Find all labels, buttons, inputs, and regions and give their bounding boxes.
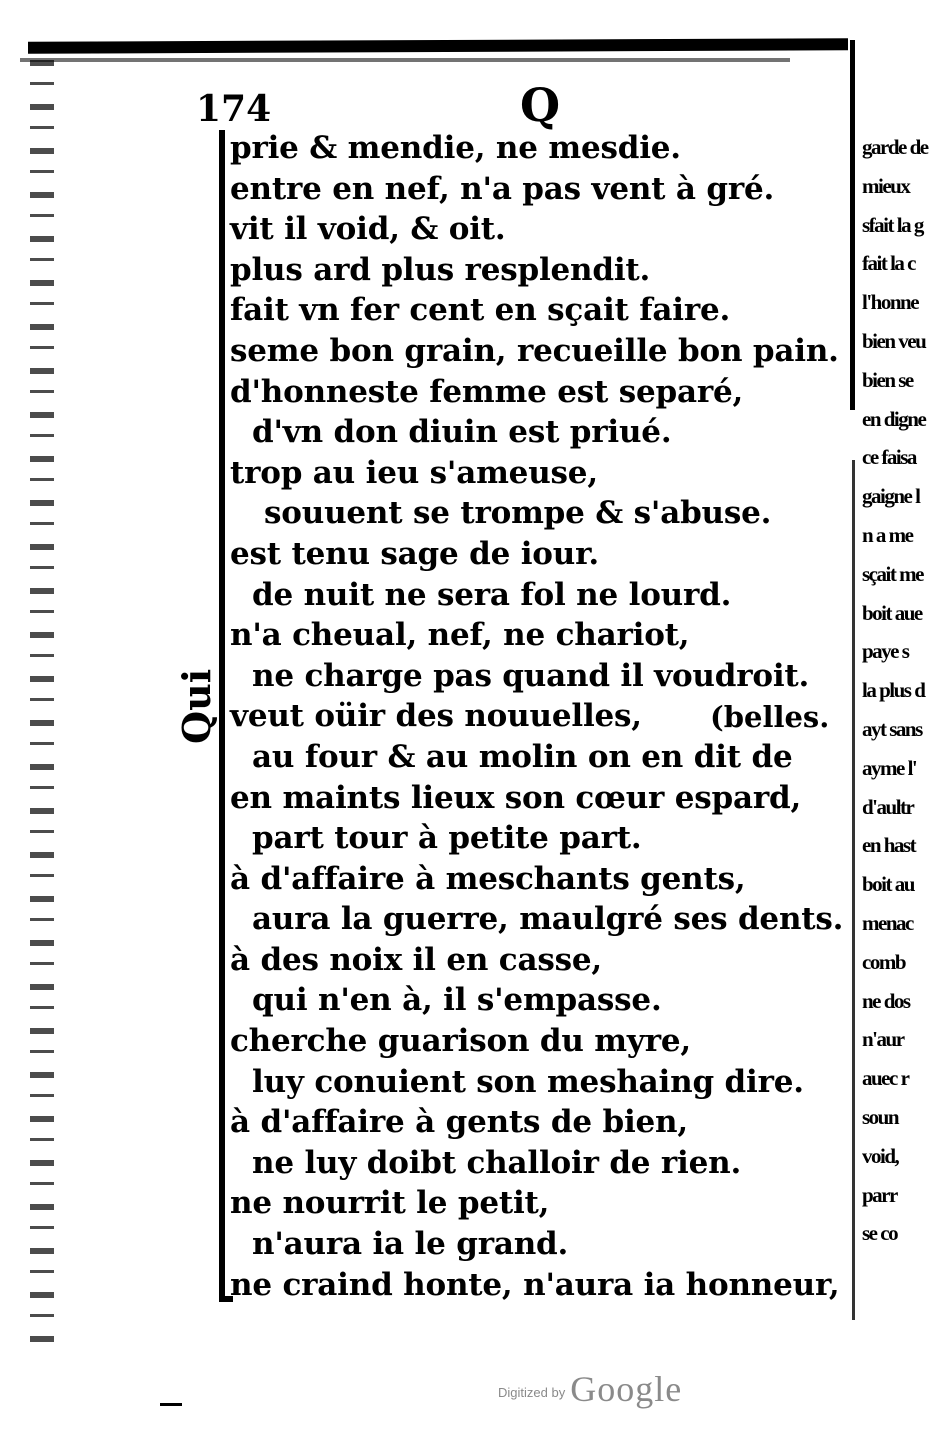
proverb-line: seme bon grain, recueille bon pain. bbox=[230, 332, 839, 369]
facing-page-fragment: la plus d bbox=[862, 678, 925, 703]
page-number: 174 bbox=[196, 88, 272, 130]
facing-page-fragment: comb bbox=[862, 949, 905, 974]
running-head-letter: Q bbox=[520, 78, 561, 132]
facing-page-fragments bbox=[862, 128, 944, 1253]
facing-page-fragment: garde de bbox=[862, 135, 928, 159]
proverb-line: entre en nef, n'a pas vent à gré. bbox=[230, 170, 775, 207]
proverb-line: cherche guarison du myre, bbox=[230, 1023, 691, 1060]
proverb-line: part tour à petite part. bbox=[252, 820, 642, 857]
proverb-line: n'aura ia le grand. bbox=[252, 1226, 569, 1263]
facing-page-fragment: l'honne bbox=[862, 290, 919, 315]
proverb-line: à d'affaire à meschants gents, bbox=[230, 860, 746, 897]
facing-page-fragment: mieux bbox=[862, 173, 910, 198]
facing-page-fragment: void, bbox=[862, 1143, 899, 1168]
left-gutter-shadow bbox=[30, 60, 54, 1350]
facing-page-fragment: bien se bbox=[862, 367, 913, 392]
proverb-line: ne charge pas quand il voudroit. bbox=[252, 657, 810, 694]
facing-page-fragment: en digne bbox=[862, 406, 926, 431]
top-rule-shadow bbox=[20, 58, 790, 62]
proverb-line: prie & mendie, ne mesdie. bbox=[230, 130, 681, 166]
proverb-line: souuent se trompe & s'abuse. bbox=[264, 495, 772, 532]
proverb-line: fait vn fer cent en sçait faire. bbox=[230, 292, 731, 329]
proverb-line: de nuit ne sera fol ne lourd. bbox=[252, 576, 732, 613]
facing-page-fragment: ne dos bbox=[862, 988, 910, 1013]
facing-page-fragment: fait la c bbox=[862, 251, 915, 276]
facing-page-fragment: d'aultr bbox=[862, 794, 914, 819]
facing-page-fragment: soun bbox=[862, 1104, 899, 1129]
facing-page-fragment: parr bbox=[862, 1182, 897, 1207]
proverb-line: veut oüir des nouuelles, bbox=[230, 698, 642, 735]
turnover-word: (belles. bbox=[710, 700, 830, 734]
facing-page-fragment: auec r bbox=[862, 1066, 909, 1091]
proverb-line: vit il void, & oit. bbox=[230, 211, 506, 248]
proverb-line: est tenu sage de iour. bbox=[230, 535, 599, 572]
bottom-margin-mark bbox=[160, 1403, 182, 1406]
proverb-line: au four & au molin on en dit de bbox=[252, 738, 793, 775]
proverb-line: d'vn don diuin est priué. bbox=[252, 414, 672, 451]
facing-page-rule-lower bbox=[852, 460, 855, 1320]
proverb-line: trop au ieu s'ameuse, bbox=[230, 454, 598, 491]
proverb-line: d'honneste femme est separé, bbox=[230, 373, 744, 410]
margin-bracket bbox=[219, 130, 225, 1300]
facing-page-fragment: boit au bbox=[862, 872, 914, 897]
proverb-line: luy conuient son meshaing dire. bbox=[252, 1063, 804, 1100]
facing-page-fragment: ayme l' bbox=[862, 755, 917, 780]
facing-page-fragment: paye s bbox=[862, 639, 909, 664]
facing-page-fragment: sçait me bbox=[862, 561, 923, 586]
facing-page-fragment: gaigne l bbox=[862, 484, 920, 509]
google-logo: Google bbox=[570, 1369, 683, 1409]
proverb-line: n'a cheual, nef, ne chariot, bbox=[230, 617, 690, 654]
facing-page-fragment: se co bbox=[862, 1221, 898, 1246]
facing-page-fragment: ayt sans bbox=[862, 716, 922, 741]
facing-page-fragment: boit aue bbox=[862, 600, 922, 625]
proverb-line: à des noix il en casse, bbox=[230, 941, 602, 978]
proverb-line: plus ard plus resplendit. bbox=[230, 251, 651, 288]
proverb-line: qui n'en à, il s'empasse. bbox=[252, 982, 662, 1019]
digitized-watermark bbox=[498, 1368, 682, 1410]
facing-page-fragment: ce faisa bbox=[862, 445, 916, 470]
proverb-line: en maints lieux son cœur espard, bbox=[230, 779, 802, 816]
facing-page-rule bbox=[850, 40, 855, 410]
side-heading-word: Qui bbox=[174, 668, 219, 744]
facing-page-fragment: n'aur bbox=[862, 1027, 904, 1052]
facing-page-fragment: menac bbox=[862, 910, 913, 935]
proverb-line: ne nourrit le petit, bbox=[230, 1185, 550, 1222]
facing-page-fragment: sfait la g bbox=[862, 212, 923, 237]
facing-page-fragment: n a me bbox=[862, 522, 913, 547]
proverb-line: aura la guerre, maulgré ses dents. bbox=[252, 901, 844, 938]
facing-page-fragment: bien veu bbox=[862, 328, 926, 353]
watermark-prefix: Digitized by bbox=[498, 1385, 566, 1400]
facing-page-fragment: en hast bbox=[862, 833, 916, 858]
proverb-line: ne luy doibt challoir de rien. bbox=[252, 1144, 742, 1181]
top-rule bbox=[28, 38, 848, 54]
proverb-line: à d'affaire à gents de bien, bbox=[230, 1104, 688, 1141]
proverb-line: ne craind honte, n'aura ia honneur, bbox=[230, 1266, 840, 1303]
